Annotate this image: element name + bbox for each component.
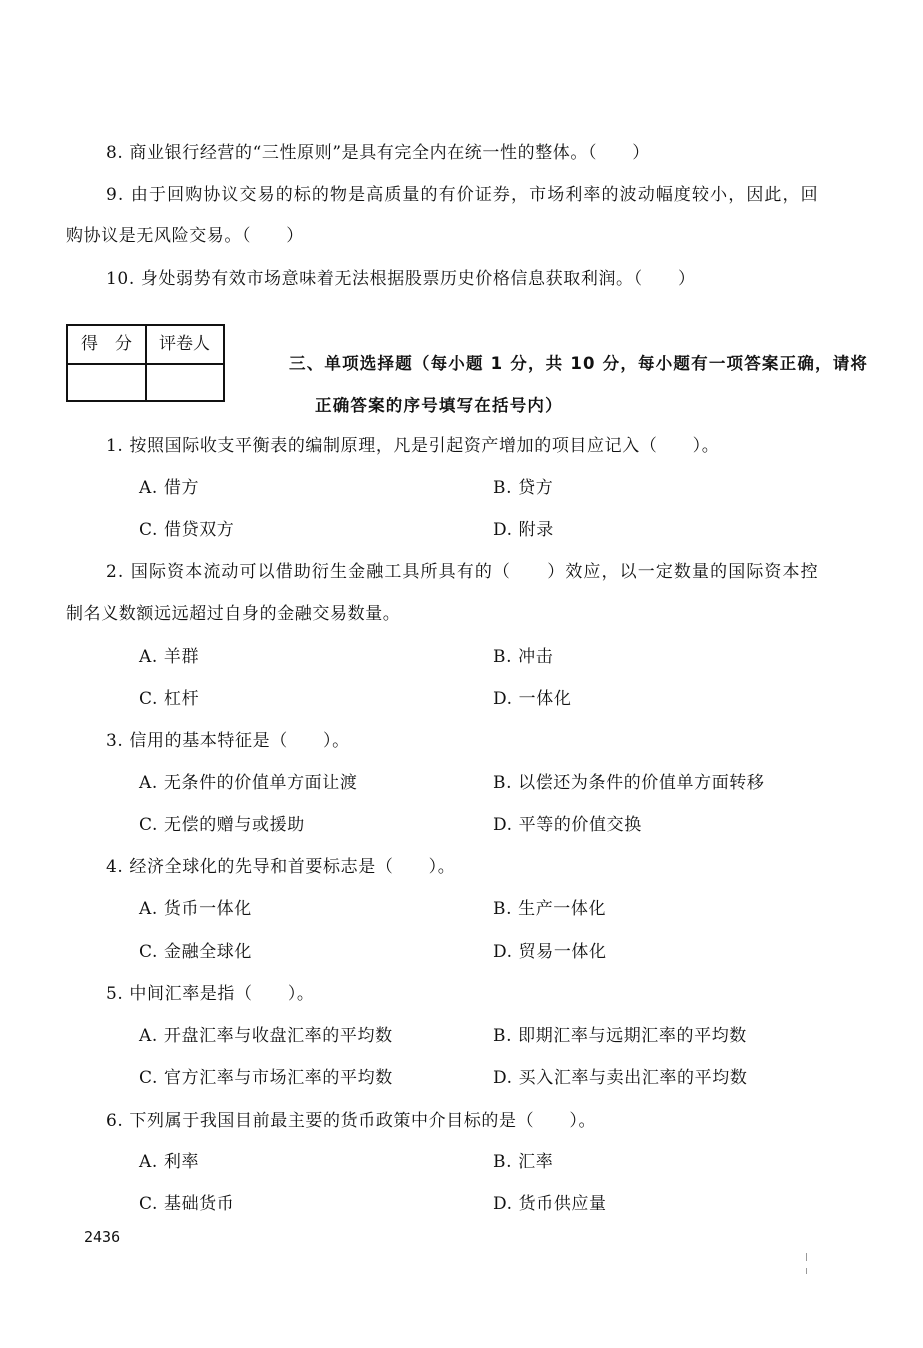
question-5-stem: 5. 中间汇率是指（ ）。 [106, 984, 315, 1004]
question-5-option-b: B. 即期汇率与远期汇率的平均数 [493, 1026, 747, 1046]
tf-item-10: 10. 身处弱势有效市场意味着无法根据股票历史价格信息获取利润。（ ） [106, 269, 696, 289]
question-1-option-d: D. 附录 [493, 520, 554, 540]
question-2-option-d: D. 一体化 [493, 689, 572, 709]
question-2-option-b: B. 冲击 [493, 647, 554, 667]
question-4-option-b: B. 生产一体化 [493, 899, 607, 919]
question-4-option-c: C. 金融全球化 [139, 942, 253, 962]
question-6-option-b: B. 汇率 [493, 1152, 554, 1172]
question-3-option-c: C. 无偿的赠与或援助 [139, 815, 305, 835]
question-5-option-d: D. 买入汇率与卖出汇率的平均数 [493, 1068, 748, 1088]
question-1-option-b: B. 贷方 [493, 478, 554, 498]
score-table [66, 324, 225, 402]
question-4-option-d: D. 贸易一体化 [493, 942, 607, 962]
question-3-option-d: D. 平等的价值交换 [493, 815, 642, 835]
question-3-option-b: B. 以偿还为条件的价值单方面转移 [493, 773, 765, 793]
question-2-option-a: A. 羊群 [139, 647, 200, 667]
question-2-stem: 2. 国际资本流动可以借助衍生金融工具所具有的（ ）效应，以一定数量的国际资本控 [106, 562, 819, 582]
question-6-option-d: D. 货币供应量 [493, 1194, 607, 1214]
score-input [68, 364, 145, 400]
grader-label: 评卷人 [159, 334, 210, 354]
question-2-stem-cont: 制名义数额远远超过自身的金融交易数量。 [66, 604, 401, 624]
scan-speck [806, 1253, 807, 1261]
tf-item-8: 8. 商业银行经营的“三性原则”是具有完全内在统一性的整体。（ ） [106, 143, 650, 163]
score-label: 得 分 [81, 334, 132, 354]
question-1-option-c: C. 借贷双方 [139, 520, 235, 540]
question-6-option-a: A. 利率 [139, 1152, 200, 1172]
scan-speck [806, 1268, 807, 1274]
section-title: 三、单项选择题（每小题 1 分，共 10 分，每小题有一项答案正确，请将 [289, 354, 869, 373]
page-number: 2436 [84, 1228, 121, 1246]
question-5-option-a: A. 开盘汇率与收盘汇率的平均数 [139, 1026, 393, 1046]
question-2-option-c: C. 杠杆 [139, 689, 200, 709]
question-3-stem: 3. 信用的基本特征是（ ）。 [106, 731, 350, 751]
question-1-stem: 1. 按照国际收支平衡表的编制原理，凡是引起资产增加的项目应记入（ ）。 [106, 436, 720, 456]
grader-input [146, 364, 223, 400]
question-6-stem: 6. 下列属于我国目前最主要的货币政策中介目标的是（ ）。 [106, 1111, 597, 1131]
question-4-stem: 4. 经济全球化的先导和首要标志是（ ）。 [106, 857, 456, 877]
question-5-option-c: C. 官方汇率与市场汇率的平均数 [139, 1068, 393, 1088]
section-title-cont: 正确答案的序号填写在括号内） [315, 396, 563, 415]
question-3-option-a: A. 无条件的价值单方面让渡 [139, 773, 358, 793]
question-4-option-a: A. 货币一体化 [139, 899, 252, 919]
tf-item-9-cont: 购协议是无风险交易。（ ） [66, 226, 304, 246]
question-6-option-c: C. 基础货币 [139, 1194, 235, 1214]
question-1-option-a: A. 借方 [139, 478, 200, 498]
tf-item-9: 9. 由于回购协议交易的标的物是高质量的有价证券，市场利率的波动幅度较小，因此，回 [106, 185, 819, 205]
